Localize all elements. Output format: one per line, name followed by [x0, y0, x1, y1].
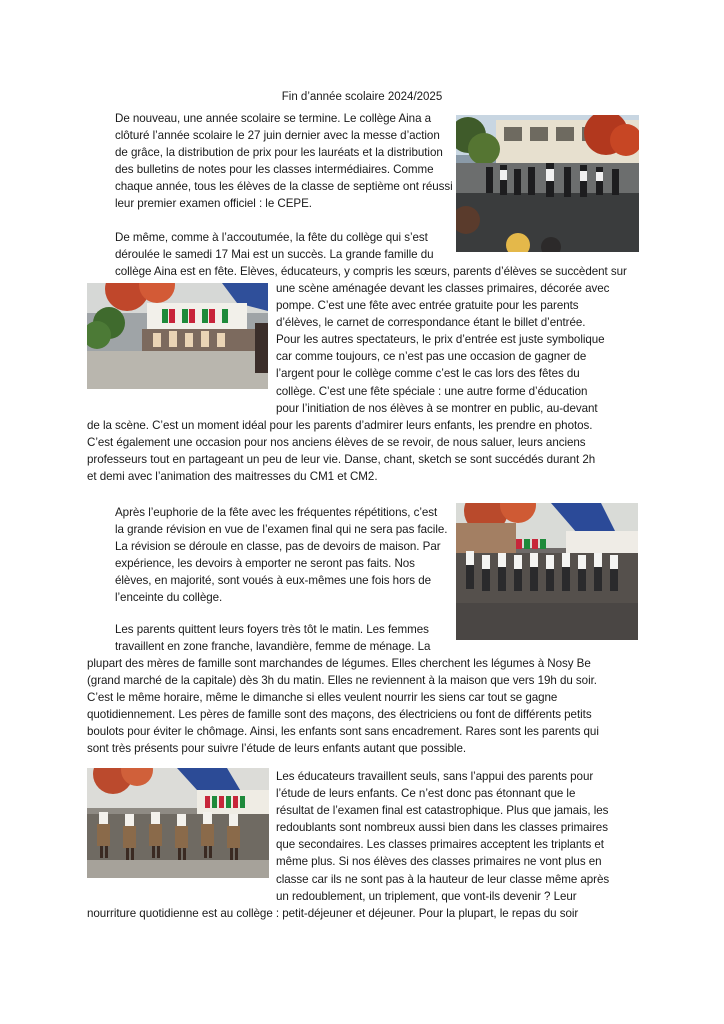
paragraph-2-intro: [115, 229, 655, 280]
text-line: Les éducateurs travaillent seuls, sans l’appui des parents pour: [276, 770, 594, 783]
text-line: même plus. Si nos élèves des classes primaires ne vont plus en: [276, 855, 602, 869]
text-line: C’est également une occasion pour nos anciens élèves de se revoir, de nous saluer, leurs anciens: [87, 436, 586, 450]
text-line: l’étude de leurs enfants. Ce n’est donc pas étonnant que le: [276, 787, 576, 801]
text-line: l’enceinte du collège.: [115, 591, 223, 605]
text-line: de la scène. C’est un moment idéal pour les parents d’admirer leurs enfants, les prendre en photos.: [87, 419, 593, 432]
paragraph-4-continued: [87, 655, 657, 758]
text-line: que secondaires. Les classes primaires acceptent les triplants et: [276, 838, 604, 852]
text-line: classe car ils ne sont pas à la hauteur de leur classe même après: [276, 872, 610, 886]
text-line: De nouveau, une année scolaire se termine. Le collège Aina a: [115, 112, 432, 125]
photo-stage-performance: [87, 283, 268, 389]
paragraph-5-continued: [87, 905, 657, 922]
text-line: C’est le même horaire, même le dimanche si elles veulent nourrir les siens car tout se gagne: [87, 691, 558, 705]
text-line: La révision se déroule en classe, pas de devoirs de maison. Par: [115, 540, 441, 554]
paragraph-1: [115, 110, 453, 213]
text-line: élèves, en majorité, sont voués à eux-mêmes une fois hors de: [115, 574, 431, 588]
text-line: sont très présents pour suivre l’étude de leurs enfants autant que possible.: [87, 742, 467, 756]
text-line: collège. C’est une fête spéciale : une autre forme d’éducation: [276, 384, 588, 398]
text-line: chaque année, tous les élèves de la classe de septième ont réussi: [115, 180, 453, 194]
text-line: une scène aménagée devant les classes primaires, décorée avec: [276, 282, 610, 295]
text-line: car comme toujours, ce n’est pas une occasion de gagner de: [276, 350, 587, 364]
text-line: travaillent en zone franche, lavandière, femme de ménage. La: [115, 640, 431, 654]
text-line: plupart des mères de famille sont marchandes de légumes. Elles cherchent les légumes à Nosy Be: [87, 657, 591, 670]
text-line: Pour les autres spectateurs, le prix d’entrée est juste symbolique: [276, 333, 605, 347]
document-title: Fin d’année scolaire 2024/2025: [281, 91, 443, 103]
text-line: d’élèves, le carnet de correspondance étant le billet d’entrée.: [276, 316, 586, 330]
text-line: clôturé l’année scolaire le 27 juin dernier avec la messe d’action: [115, 129, 440, 143]
text-line: redoublants sont nombreux aussi bien dans les classes primaires: [276, 821, 608, 835]
paragraph-2-side: [276, 280, 656, 417]
text-line: pompe. C’est une fête avec entrée gratuite pour les parents: [276, 299, 579, 313]
text-line: de grâce, la distribution de prix pour les lauréats et la distribution: [115, 146, 443, 160]
photo-children-costumes: [87, 768, 269, 878]
text-line: expérience, les devoirs à emporter ne seront pas faits. Nos: [115, 557, 415, 571]
text-line: pour l’initiation de nos élèves à se montrer en public, au-devant: [276, 401, 598, 415]
text-line: un redoublement, un triplement, que vont-ils devenir ? Leur: [276, 889, 577, 903]
text-line: (grand marché de la capitale) dès 3h du matin. Elles ne reviennent à la maison que vers 19h du soir.: [87, 674, 597, 688]
text-line: De même, comme à l’accoutumée, la fête du collège qui s’est: [115, 231, 428, 244]
text-line: résultat de l’examen final est catastrophique. Plus que jamais, les: [276, 804, 609, 818]
text-line: quotidiennement. Les pères de famille sont des maçons, des électriciens ou font de différents petits: [87, 708, 592, 722]
paragraph-3: [115, 504, 453, 607]
paragraph-4-intro: [115, 621, 453, 655]
text-line: et demi avec l’animation des maitresses du CM1 et CM2.: [87, 470, 378, 484]
text-line: la grande révision en vue de l’examen final qui ne sera pas facile.: [115, 523, 448, 537]
text-line: professeurs tout en partageant un peu de leur vie. Danse, chant, sketch se sont succédés durant 2h: [87, 453, 596, 467]
text-line: boulots pour éviter le chômage. Ainsi, les enfants sont sans encadrement. Rares sont les parents qui: [87, 725, 599, 739]
text-line: collège Aina est en fête. Elèves, éducateurs, y compris les sœurs, parents d’élèves se succèdent sur: [115, 265, 627, 279]
photo-children-dancing: [456, 503, 638, 640]
text-line: Les parents quittent leurs foyers très tôt le matin. Les femmes: [115, 623, 429, 636]
text-line: déroulée le samedi 17 Mai est un succès. La grande famille du: [115, 248, 434, 262]
text-line: leur premier examen officiel : le CEPE.: [115, 197, 312, 211]
paragraph-5-side: [276, 768, 656, 905]
text-line: des bulletins de notes pour les classes intermédiaires. Comme: [115, 163, 434, 177]
text-line: l’argent pour le collège comme c’est le cas lors des fêtes du: [276, 367, 580, 381]
text-line: nourriture quotidienne est au collège : petit-déjeuner et déjeuner. Pour la plupart, le repas du soir: [87, 907, 579, 920]
text-line: Après l’euphorie de la fête avec les fréquentes répétitions, c’est: [115, 506, 438, 519]
paragraph-2-continued: [87, 417, 657, 485]
